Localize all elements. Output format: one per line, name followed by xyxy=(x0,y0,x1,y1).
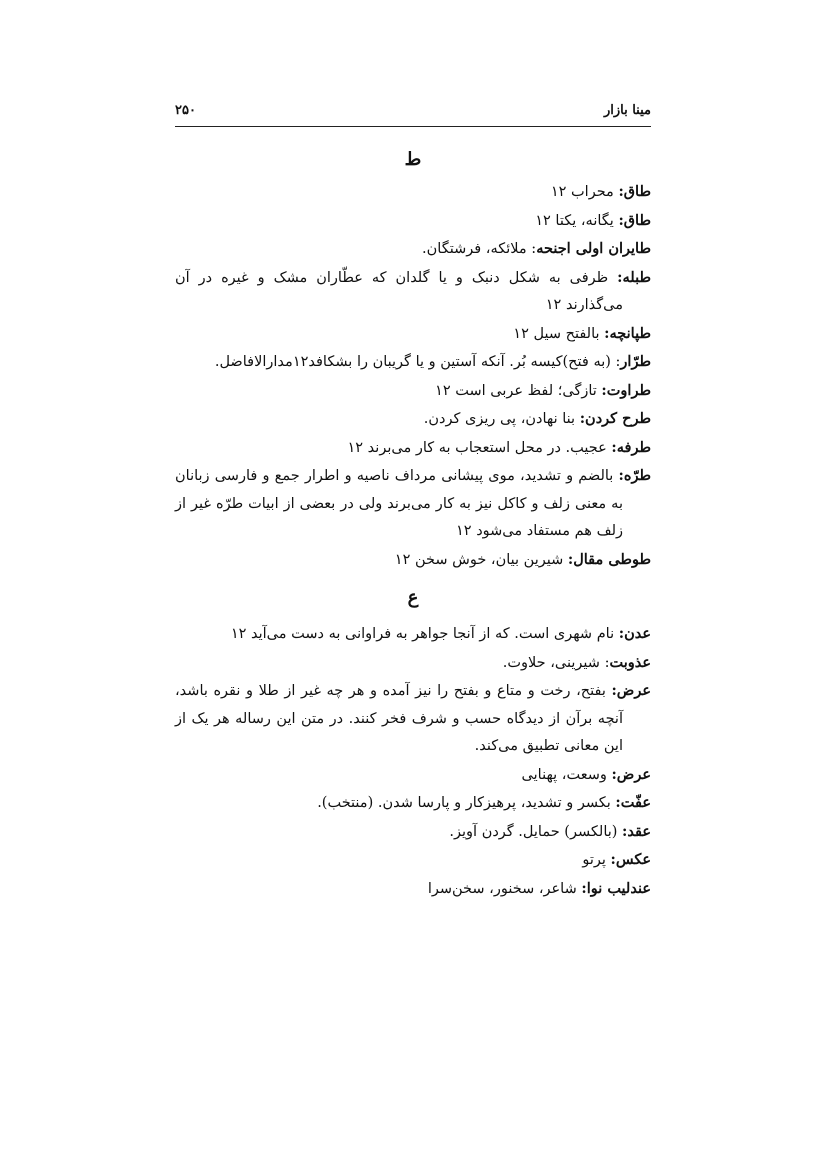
entry-definition: : ملائکه، فرشتگان. xyxy=(422,241,537,257)
entry-term: طبله: xyxy=(617,268,651,286)
glossary-entry xyxy=(175,434,651,463)
entry-definition: شیرین بیان، خوش سخن ۱۲ xyxy=(394,551,568,568)
section-heading-ain: ع xyxy=(407,587,419,608)
entry-definition: بالضم و تشدید، موی پیشانی مرداف ناصیه و اطرار جمع و فارسی زبانان به معنی زلف و کاکل نیز به کار می‌برند ولی در بعضی از ابیات طرّه غیر از زلف هم مستفاد می‌شود ۱۲ xyxy=(175,468,623,539)
glossary-entry xyxy=(175,207,651,236)
glossary-entry xyxy=(175,620,651,649)
glossary-entry xyxy=(175,320,651,349)
glossary-entry xyxy=(175,264,651,320)
entry-term: عرض: xyxy=(611,682,651,699)
entry-term: عکس: xyxy=(610,851,651,868)
entry-definition: تازگی؛ لفظ عربی است ۱۲ xyxy=(435,382,602,399)
entry-definition: پرتو xyxy=(582,852,611,868)
glossary-entry xyxy=(175,789,651,818)
entry-definition: ظرفی به شکل دنبک و یا گلدان که عطّاران مشک و غیره در آن می‌گذارند ۱۲ xyxy=(175,269,623,313)
entry-definition: بنا نهادن، پی ریزی کردن. xyxy=(423,411,580,427)
entry-term: عفّت: xyxy=(615,794,651,811)
entry-definition: بکسر و تشدید، پرهیزکار و پارسا شدن. (منتخب). xyxy=(317,795,616,811)
entry-definition: : شیرینی، حلاوت. xyxy=(502,654,610,671)
page-number: ۲۵۰ xyxy=(175,103,196,118)
glossary-entry xyxy=(175,235,651,264)
entry-definition: وسعت، پهنایی xyxy=(521,766,612,783)
glossary-entry xyxy=(175,178,651,207)
entry-term: عقد: xyxy=(622,822,651,840)
entry-term: طراوت: xyxy=(601,381,651,399)
entry-definition: یگانه، یکتا ۱۲ xyxy=(535,212,619,229)
entry-term: عرض: xyxy=(611,765,651,783)
glossary-entry xyxy=(175,405,651,434)
glossary-body xyxy=(175,148,651,903)
page-header xyxy=(175,103,651,123)
glossary-entry xyxy=(175,677,651,761)
entry-term: طرّه: xyxy=(618,467,651,484)
glossary-entry xyxy=(175,649,651,678)
glossary-entry xyxy=(175,462,651,546)
entry-term: طوطی مقال: xyxy=(567,550,651,568)
entry-definition: بالفتح سیل ۱۲ xyxy=(513,325,605,342)
entry-term: طاق: xyxy=(618,211,651,229)
entry-term: طرفه: xyxy=(611,438,651,456)
entry-definition: : (به فتح)کیسه بُر. آنکه آستین و یا گریبان را بشکافد۱۲مدارالافاضل. xyxy=(214,354,621,370)
entry-term: عندلیب نوا: xyxy=(581,879,651,897)
header-rule xyxy=(175,126,651,127)
entry-term: طپانچه: xyxy=(604,324,651,342)
entry-term: طرّار xyxy=(620,353,651,370)
entry-term: طاق: xyxy=(618,183,651,200)
entry-definition: (بالکسر) حمایل. گردن آویز. xyxy=(449,823,623,840)
glossary-entry xyxy=(175,875,651,904)
entry-definition: محراب ۱۲ xyxy=(550,184,619,200)
entry-term: عذوبت xyxy=(609,653,651,671)
glossary-entry xyxy=(175,546,651,575)
glossary-entry xyxy=(175,761,651,790)
entry-term: طرح کردن: xyxy=(579,410,651,427)
running-title: مینا بازار xyxy=(603,103,651,118)
section-heading-ta: ط xyxy=(404,149,422,170)
entry-definition: عجیب. در محل استعجاب به کار می‌برند ۱۲ xyxy=(347,439,612,456)
entry-definition: نام شهری است. که از آنجا جواهر به فراوانی به دست می‌آید ۱۲ xyxy=(230,626,619,642)
entry-term: طایران اولی اجنحه xyxy=(536,240,651,257)
glossary-entry xyxy=(175,377,651,406)
glossary-entry xyxy=(175,846,651,875)
glossary-entry xyxy=(175,348,651,377)
glossary-entry xyxy=(175,818,651,847)
entry-definition: شاعر، سخنور، سخن‌سرا xyxy=(427,880,582,897)
entry-definition: بفتح، رخت و متاع و بفتح را نیز آمده و هر چه غیر از طلا و نقره باشد، آنچه برآن از دیدگاه حسب و شرف فخر کنند. در متن این رساله هر یک از این معانی تطبیق می‌کند. xyxy=(175,683,623,754)
entry-term: عدن: xyxy=(618,625,651,642)
